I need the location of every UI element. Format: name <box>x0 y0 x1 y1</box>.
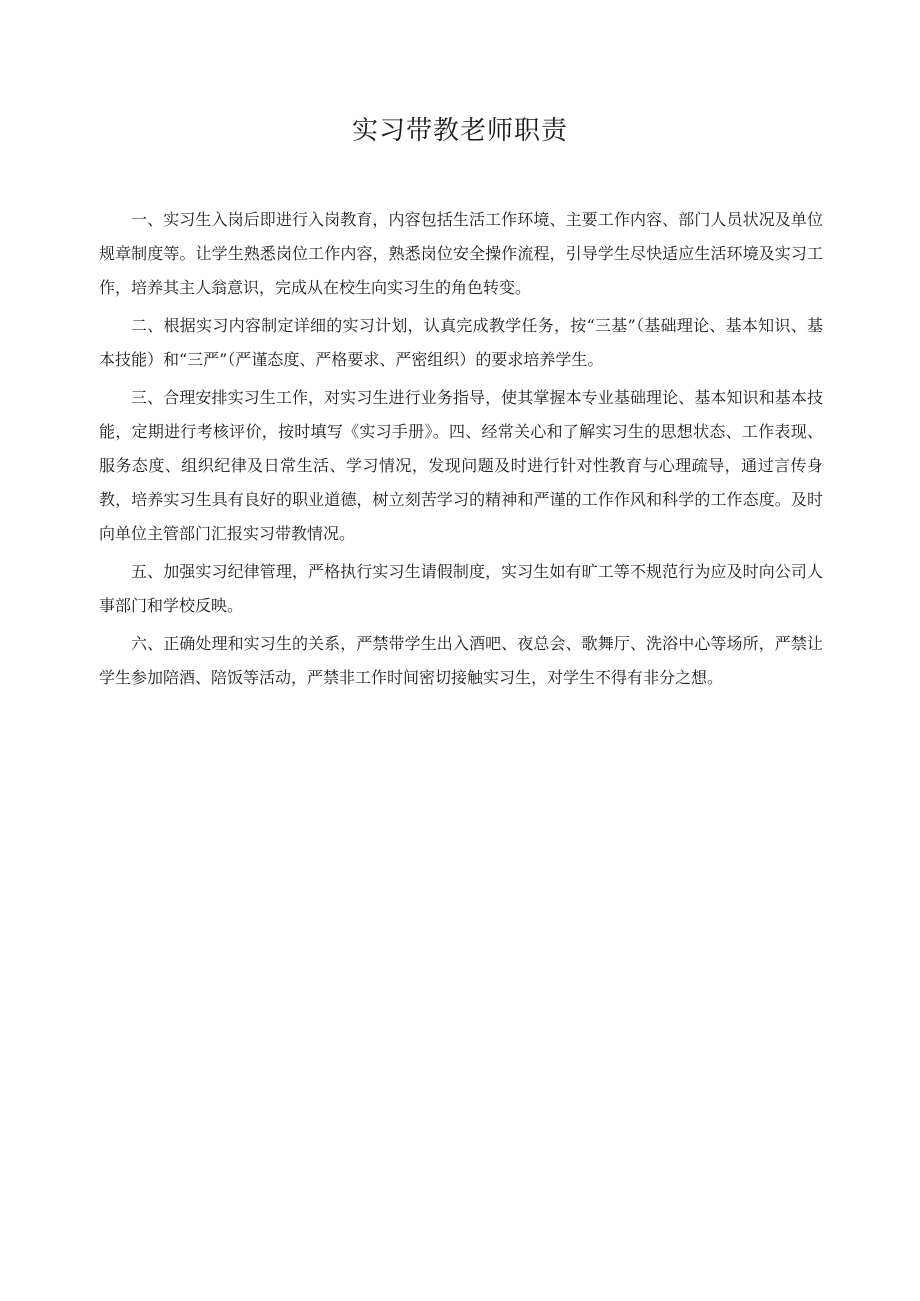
paragraph-1: 一、实习生入岗后即进行入岗教育，内容包括生活工作环境、主要工作内容、部门人员状况及单位规章制度等。让学生熟悉岗位工作内容，熟悉岗位安全操作流程，引导学生尽快适应生活环境及实习工作，培养其主人翁意识，完成从在校生向实习生的角色转变。 <box>99 210 823 297</box>
paragraph-3: 三、合理安排实习生工作，对实习生进行业务指导，使其掌握本专业基础理论、基本知识和基本技能，定期进行考核评价，按时填写《实习手册》。四、经常关心和了解实习生的思想状态、工作表现、服务态度、组织纪律及日常生活、学习情况，发现问题及时进行针对性教育与心理疏导，通过言传身教，培养实习生具有良好的职业道德，树立刻苦学习的精神和严谨的工作作风和科学的工作态度。及时向单位主管部门汇报实习带教情况。 <box>99 388 823 543</box>
page-title: 实习带教老师职责 <box>351 116 568 146</box>
paragraph-4: 五、加强实习纪律管理，严格执行实习生请假制度，实习生如有旷工等不规范行为应及时向公司人事部门和学校反映。 <box>99 562 823 615</box>
document-body <box>99 203 823 699</box>
paragraph-2: 二、根据实习内容制定详细的实习计划，认真完成教学任务，按“三基”（基础理论、基本知识、基本技能）和“三严”（严谨态度、严格要求、严密组织）的要求培养学生。 <box>99 316 823 369</box>
paragraph-5: 六、正确处理和实习生的关系，严禁带学生出入酒吧、夜总会、歌舞厅、洗浴中心等场所，严禁让学生参加陪酒、陪饭等活动，严禁非工作时间密切接触实习生，对学生不得有非分之想。 <box>99 634 823 687</box>
